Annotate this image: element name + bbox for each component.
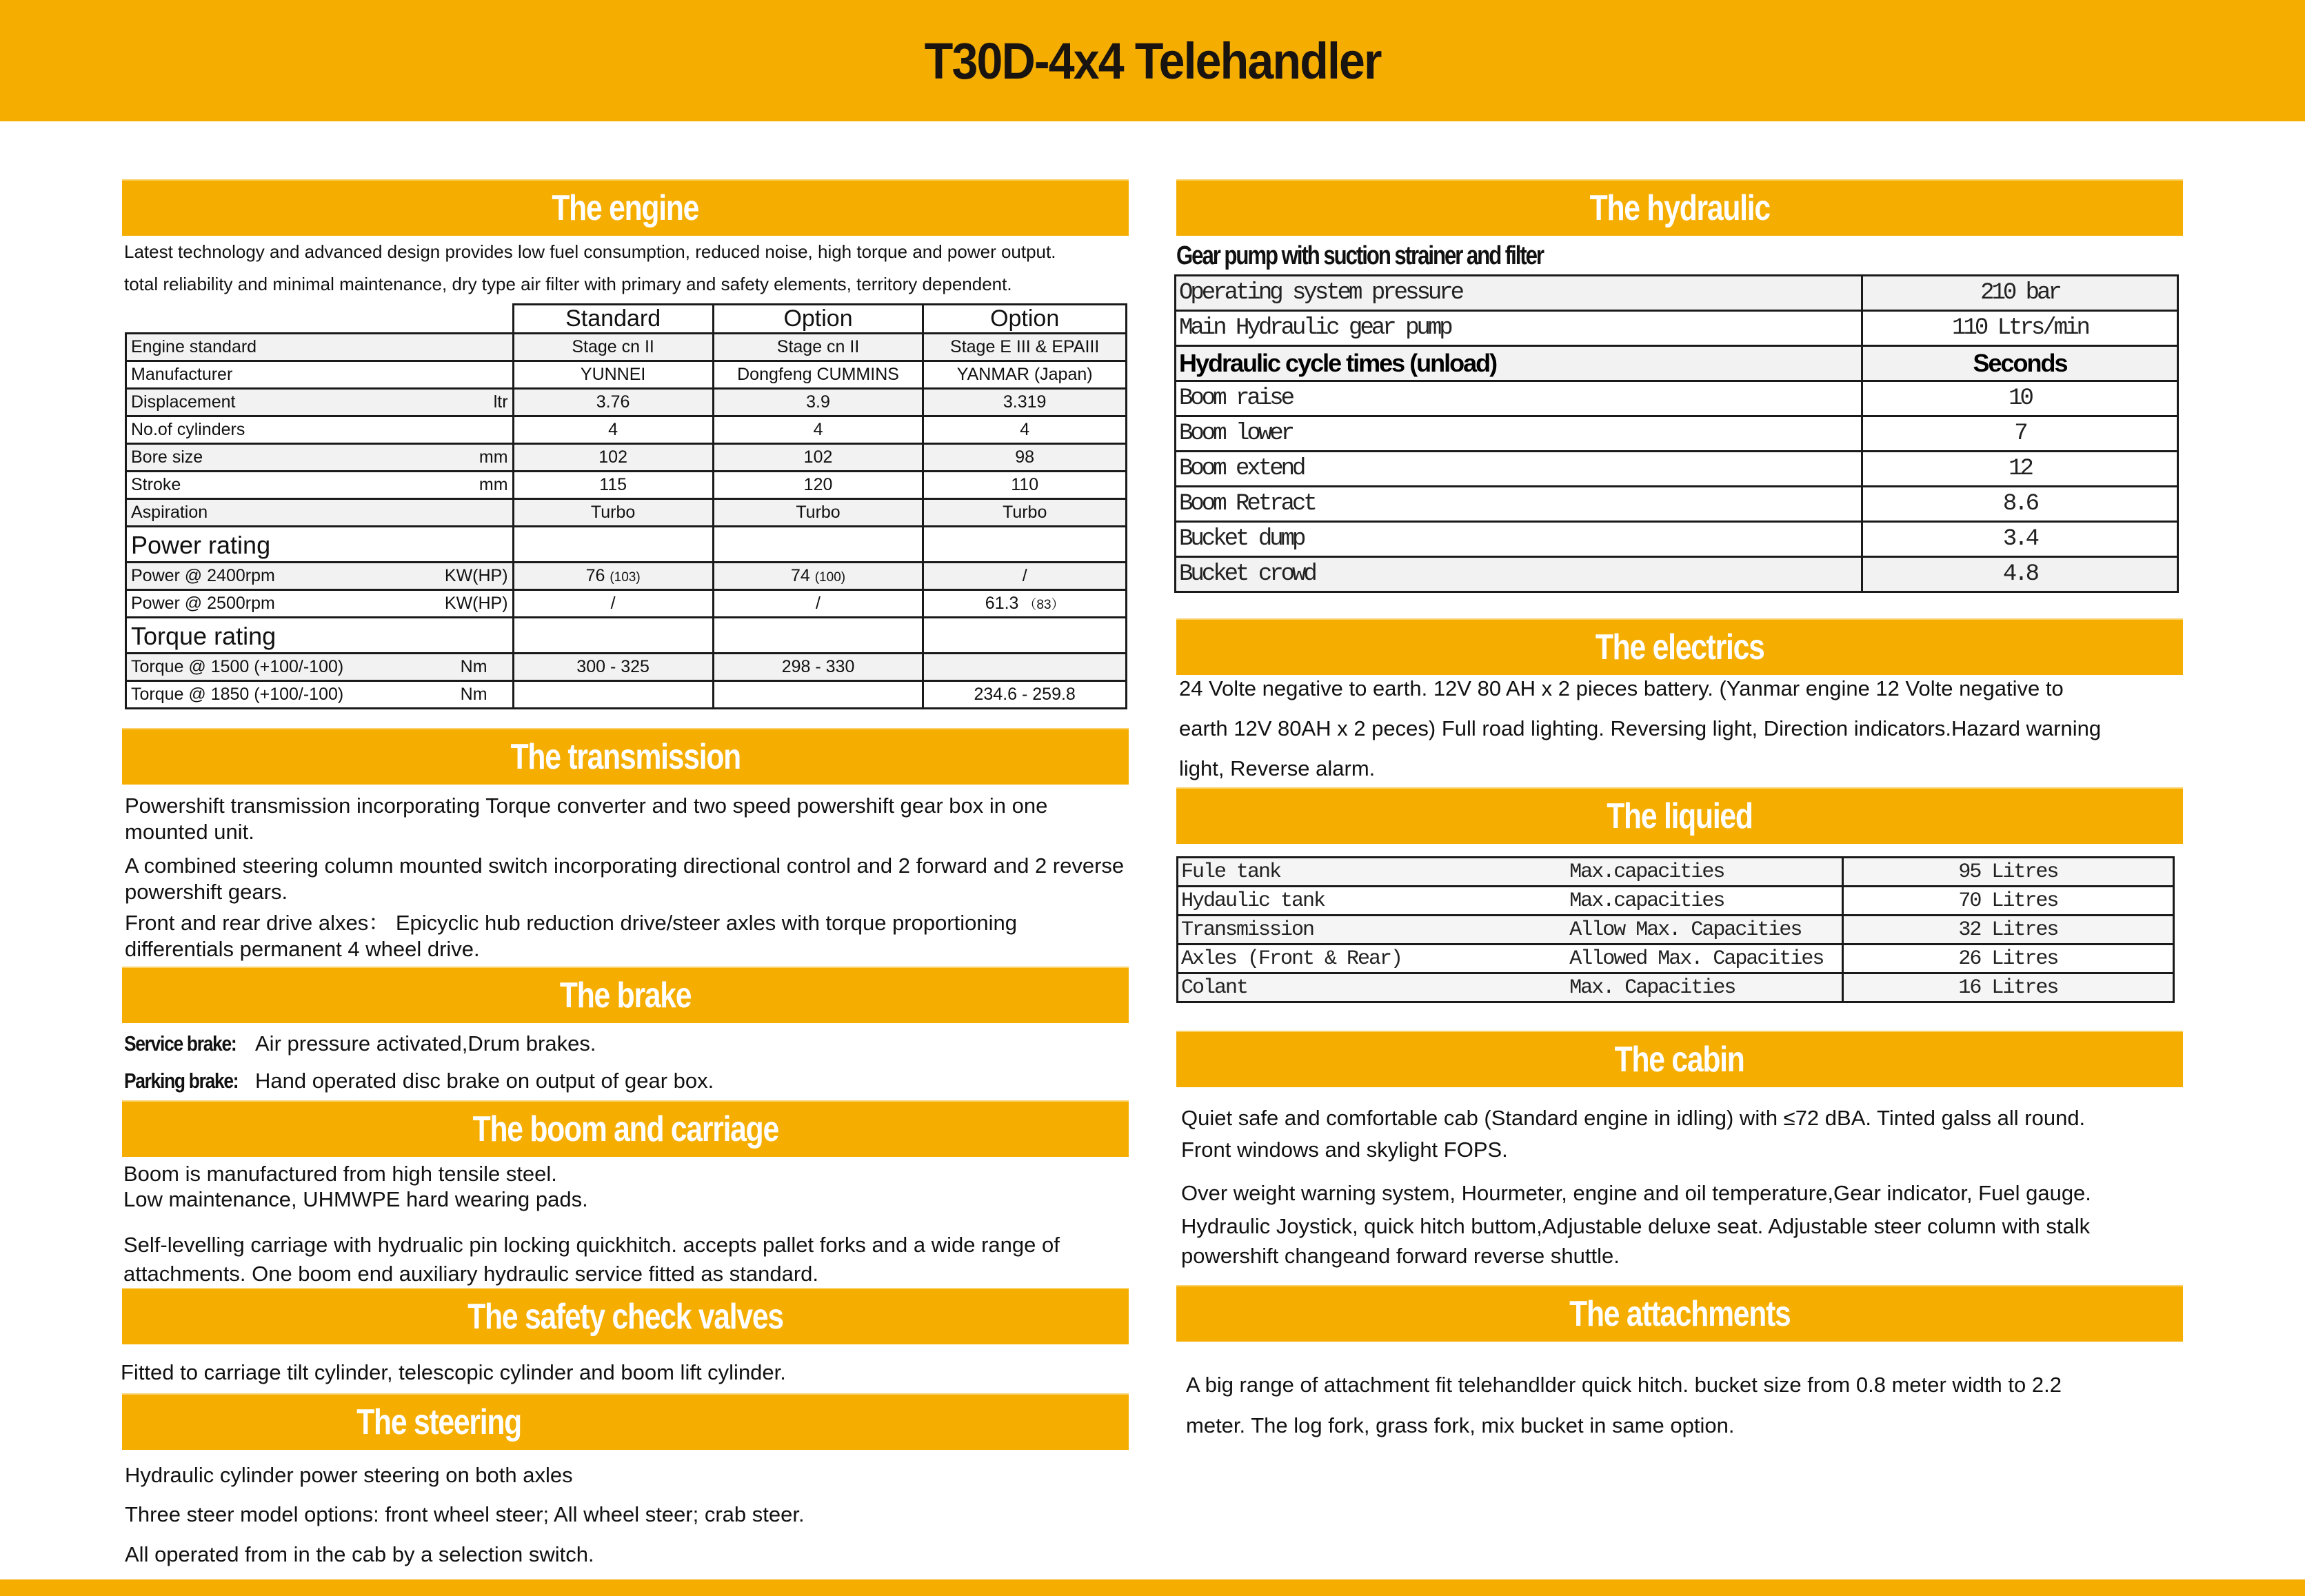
table-row: [126, 590, 1127, 618]
cabin-heading: The cabin: [1615, 1040, 1744, 1080]
column-option-1: Option: [713, 305, 923, 334]
hydraulic-table: [1174, 274, 2179, 593]
row-unit: Nm: [460, 685, 487, 704]
table-row: [1178, 916, 2174, 945]
liquid-spec: Max.capacities: [1567, 887, 1842, 916]
table-row: [126, 654, 1127, 681]
cell: Turbo: [923, 499, 1127, 527]
attachments-line-1: A big range of attachment fit telehandlder quick hitch. bucket size from 0.8 meter width to 2.2: [1186, 1373, 2062, 1397]
boom-heading: The boom and carriage: [472, 1109, 778, 1149]
steering-line-3: All operated from in the cab by a selection switch.: [125, 1542, 594, 1566]
engine-table-header: [126, 305, 1127, 334]
liquid-spec: Max.capacities: [1567, 858, 1842, 887]
footer-bar: [0, 1579, 2305, 1596]
row-value: 3.4: [1862, 522, 2177, 557]
liquid-value: 70 Litres: [1842, 887, 2173, 916]
section-header-boom: [122, 1100, 1129, 1157]
row-label: Power @ 2400rpm: [131, 566, 275, 585]
table-row: [126, 389, 1127, 416]
row-label: Aspiration: [131, 503, 208, 522]
liquid-item: Axles (Front & Rear): [1178, 945, 1567, 973]
row-value: 110 Ltrs/min: [1862, 311, 2177, 346]
transmission-paragraph-3: Front and rear drive alxes： Epicyclic hub reduction drive/steer axles with torque proportioning differentials permanent 4 wheel drive.: [125, 911, 1018, 961]
power-rating-section-row: [126, 527, 1127, 563]
table-row: [126, 681, 1127, 709]
cell: 4: [713, 416, 923, 444]
safety-text: Fitted to carriage tilt cylinder, telescopic cylinder and boom lift cylinder.: [121, 1360, 786, 1384]
cell: 298 - 330: [713, 654, 923, 681]
electrics-line-3: light, Reverse alarm.: [1179, 756, 1376, 780]
row-label: Boom extend: [1176, 452, 1862, 487]
cell: 115: [513, 472, 713, 499]
row-label: Engine standard: [131, 337, 257, 356]
cell: /: [513, 590, 713, 618]
liquid-item: Fule tank: [1178, 858, 1567, 887]
cell: 120: [713, 472, 923, 499]
hydraulic-heading: The hydraulic: [1589, 188, 1770, 228]
cell: Stage E III & EPAIII: [923, 334, 1127, 361]
liquid-spec: Allowed Max. Capacities: [1567, 945, 1842, 973]
attachments-line-2: meter. The log fork, grass fork, mix bucket in same option.: [1186, 1413, 1735, 1437]
row-value: 210 bar: [1862, 276, 2177, 311]
cell: 61.3 （83）: [923, 590, 1127, 618]
row-label: Stroke: [131, 475, 181, 494]
attachments-heading: The attachments: [1569, 1294, 1791, 1334]
row-label: No.of cylinders: [131, 420, 245, 439]
cell: [513, 681, 713, 709]
liquid-value: 26 Litres: [1842, 945, 2173, 973]
steering-line-2: Three steer model options: front wheel steer; All wheel steer; crab steer.: [125, 1502, 805, 1526]
service-brake-label: Service brake:: [124, 1031, 236, 1055]
table-row: [126, 499, 1127, 527]
row-unit: mm: [479, 475, 508, 494]
cell: Turbo: [513, 499, 713, 527]
row-unit: KW(HP): [444, 566, 508, 585]
row-label: Operating system pressure: [1176, 276, 1862, 311]
section-header-hydraulic: [1176, 179, 2183, 236]
cell: 110: [923, 472, 1127, 499]
liquid-item: Transmission: [1178, 916, 1567, 945]
row-label: Boom raise: [1176, 381, 1862, 416]
liquid-value: 32 Litres: [1842, 916, 2173, 945]
boom-line-1: Boom is manufactured from high tensile steel.: [123, 1162, 557, 1186]
section-header-steering: [122, 1393, 1129, 1450]
cabin-line-5: powershift changeand forward reverse shuttle.: [1181, 1244, 1620, 1268]
section-header-brake: [122, 967, 1129, 1023]
table-row: [1176, 416, 2178, 452]
cell: 234.6 - 259.8: [923, 681, 1127, 709]
liquid-spec: Max. Capacities: [1567, 973, 1842, 1002]
row-unit: KW(HP): [444, 594, 508, 613]
row-label: Boom Retract: [1176, 487, 1862, 522]
page-title: T30D-4x4 Telehandler: [924, 32, 1381, 90]
row-value: 12: [1862, 452, 2177, 487]
cell: 4: [923, 416, 1127, 444]
table-row: [1176, 276, 2178, 311]
hydraulic-subheading: Gear pump with suction strainer and filter: [1176, 241, 1544, 270]
row-label: Bore size: [131, 447, 203, 467]
row-value: 7: [1862, 416, 2177, 452]
engine-spec-table: [125, 303, 1127, 709]
section-header-cabin: [1176, 1031, 2183, 1087]
safety-heading: The safety check valves: [467, 1297, 783, 1337]
power-rating-label: Power rating: [126, 527, 514, 563]
boom-line-2: Low maintenance, UHMWPE hard wearing pads.: [123, 1187, 588, 1211]
cell: YANMAR (Japan): [923, 361, 1127, 389]
liquid-heading: The liquied: [1607, 796, 1753, 836]
table-row: [1178, 887, 2174, 916]
row-unit: mm: [479, 447, 508, 467]
table-row: [1178, 858, 2174, 887]
engine-heading: The engine: [552, 188, 699, 228]
row-unit: ltr: [493, 392, 508, 412]
row-value: 4.8: [1862, 557, 2177, 592]
table-row: [126, 416, 1127, 444]
steering-line-1: Hydraulic cylinder power steering on both axles: [125, 1463, 573, 1487]
liquid-item: Hydaulic tank: [1178, 887, 1567, 916]
row-label: Boom lower: [1176, 416, 1862, 452]
cell: 4: [513, 416, 713, 444]
table-row: [1176, 311, 2178, 346]
table-row: [1176, 452, 2178, 487]
table-row: [1178, 973, 2174, 1002]
row-label: Torque @ 1500 (+100/-100): [131, 657, 344, 676]
column-option-2: Option: [923, 305, 1127, 334]
cell: Turbo: [713, 499, 923, 527]
electrics-line-2: earth 12V 80AH x 2 peces) Full road lighting. Reversing light, Direction indicators.Hazard warning: [1179, 716, 2102, 740]
table-row: [126, 563, 1127, 590]
table-row: [126, 334, 1127, 361]
table-row: [1178, 945, 2174, 973]
header-blank: [126, 305, 514, 334]
section-header-attachments: [1176, 1285, 2183, 1342]
table-row: [126, 444, 1127, 472]
brake-heading: The brake: [559, 976, 692, 1016]
cell: 102: [713, 444, 923, 472]
row-label: Manufacturer: [131, 365, 233, 384]
table-row: [126, 472, 1127, 499]
transmission-heading: The transmission: [510, 737, 741, 777]
row-unit: Nm: [460, 657, 487, 676]
engine-intro-line-2: total reliability and minimal maintenance, dry type air filter with primary and safety elements, territory dependent.: [124, 274, 1012, 294]
seconds-label: Seconds: [1862, 346, 2177, 381]
section-header-electrics: [1176, 618, 2183, 675]
title-bar: [0, 0, 2305, 121]
cell: /: [923, 563, 1127, 590]
cabin-line-1: Quiet safe and comfortable cab (Standard engine in idling) with ≤72 dBA. Tinted galss all round.: [1181, 1106, 2086, 1130]
row-value: 8.6: [1862, 487, 2177, 522]
cell: Dongfeng CUMMINS: [713, 361, 923, 389]
cell: Stage cn II: [713, 334, 923, 361]
engine-intro-line-1: Latest technology and advanced design provides low fuel consumption, reduced noise, high torque and power output.: [124, 241, 1056, 262]
row-label: Power @ 2500rpm: [131, 594, 275, 613]
liquid-item: Colant: [1178, 973, 1567, 1002]
section-header-transmission: [122, 728, 1129, 785]
cell: Stage cn II: [513, 334, 713, 361]
row-value: 10: [1862, 381, 2177, 416]
table-row: [1176, 487, 2178, 522]
torque-rating-section-row: [126, 618, 1127, 654]
cell: 3.76: [513, 389, 713, 416]
cell: 76 (103): [513, 563, 713, 590]
steering-heading: The steering: [356, 1402, 522, 1442]
row-label: Bucket dump: [1176, 522, 1862, 557]
parking-brake-text: Hand operated disc brake on output of gear box.: [255, 1069, 714, 1093]
section-header-liquid: [1176, 787, 2183, 844]
cell: [923, 654, 1127, 681]
liquid-capacity-table: [1176, 856, 2175, 1003]
section-header-engine: [122, 179, 1129, 236]
cabin-line-2: Front windows and skylight FOPS.: [1181, 1138, 1508, 1162]
cabin-line-4: Hydraulic Joystick, quick hitch buttom,Adjustable deluxe seat. Adjustable steer column with stalk: [1181, 1214, 2091, 1238]
cell: 74 (100): [713, 563, 923, 590]
service-brake-item: [124, 1031, 596, 1057]
boom-paragraph: Self-levelling carriage with hydrualic pin locking quickhitch. accepts pallet forks and a wide range of attachments. One boom end auxiliary hydraulic service fitted as standard.: [123, 1233, 1060, 1286]
electrics-heading: The electrics: [1595, 627, 1764, 667]
service-brake-text: Air pressure activated,Drum brakes.: [255, 1031, 596, 1055]
row-label: Torque @ 1850 (+100/-100): [131, 685, 344, 704]
cell: 300 - 325: [513, 654, 713, 681]
liquid-value: 16 Litres: [1842, 973, 2173, 1002]
cell: 3.9: [713, 389, 923, 416]
liquid-value: 95 Litres: [1842, 858, 2173, 887]
table-row: [126, 361, 1127, 389]
cycle-times-header-row: [1176, 346, 2178, 381]
transmission-paragraph-1: Powershift transmission incorporating Torque converter and two speed powershift gear box in one mounted unit.: [125, 794, 1048, 844]
torque-rating-label: Torque rating: [126, 618, 514, 654]
cell: [713, 681, 923, 709]
cabin-line-3: Over weight warning system, Hourmeter, engine and oil temperature,Gear indicator, Fuel gauge.: [1181, 1181, 2091, 1205]
table-row: [1176, 522, 2178, 557]
column-standard: Standard: [513, 305, 713, 334]
row-label: Bucket crowd: [1176, 557, 1862, 592]
cell: YUNNEI: [513, 361, 713, 389]
table-row: [1176, 381, 2178, 416]
cell: 98: [923, 444, 1127, 472]
table-row: [1176, 557, 2178, 592]
electrics-line-1: 24 Volte negative to earth. 12V 80 AH x 2 pieces battery. (Yanmar engine 12 Volte negative to: [1179, 676, 2064, 700]
cycle-times-label: Hydraulic cycle times (unload): [1176, 346, 1862, 381]
transmission-paragraph-2: A combined steering column mounted switch incorporating directional control and 2 forward and 2 reverse powershift gears.: [125, 853, 1125, 904]
cell: /: [713, 590, 923, 618]
cell: 102: [513, 444, 713, 472]
liquid-spec: Allow Max. Capacities: [1567, 916, 1842, 945]
row-label: Main Hydraulic gear pump: [1176, 311, 1862, 346]
section-header-safety: [122, 1288, 1129, 1344]
row-label: Displacement: [131, 392, 236, 412]
parking-brake-item: [124, 1068, 714, 1094]
cell: 3.319: [923, 389, 1127, 416]
parking-brake-label: Parking brake:: [124, 1069, 239, 1093]
